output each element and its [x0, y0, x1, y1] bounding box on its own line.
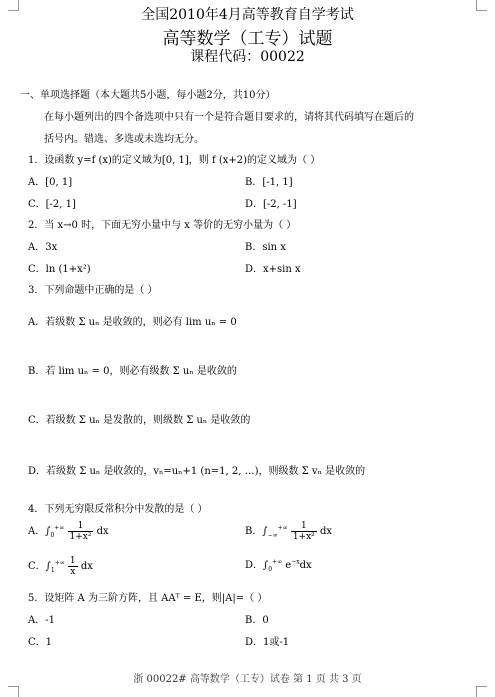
- q2-option-c: C．ln (1+x²): [28, 264, 91, 275]
- q3-option-a: A．若级数 Σ uₙ 是收敛的，则必有 lim uₙ = 0: [28, 317, 237, 328]
- crop-mark: [8, 686, 19, 697]
- q1-option-d: D．[-2, -1]: [245, 199, 297, 210]
- question-4-stem: 4．下列无穷限反常积分中发散的是（ ）: [28, 504, 208, 515]
- q2-option-a: A．3x: [28, 242, 58, 253]
- question-3-stem: 3．下列命题中正确的是（ ）: [28, 285, 158, 296]
- q2-option-b: B．sin x: [245, 242, 286, 253]
- q3-option-b: B．若 lim uₙ = 0，则必有级数 Σ uₙ 是收敛的: [28, 366, 237, 377]
- subject-title: 高等数学（工专）试题: [162, 29, 333, 49]
- section-heading: 一、单项选择题（本大题共5小题，每小题2分，共10分）: [20, 90, 276, 101]
- q4-option-a: A．$\int_0^{+\infty}$ $\frac{1}{\text{1+x²}}$ dx: [28, 521, 109, 542]
- course-code: 课程代码：00022: [190, 49, 305, 65]
- page-footer: 浙 00022# 高等数学（工专）试卷 第 1 页 共 3 页: [133, 674, 362, 685]
- question-5-stem: 5．设矩阵 A 为三阶方阵，且 AAᵀ = E，则|A|=（ ）: [28, 593, 268, 604]
- q1-option-b: B．[-1, 1]: [245, 177, 293, 188]
- q4-option-b: B．$\int_{-\infty}^{+\infty}$ $\frac{1}{\text{1+x²}}$ dx: [245, 521, 333, 542]
- q4-option-c: C．$\int_1^{+\infty}$ $\frac{1}{x}$ dx: [28, 556, 93, 577]
- q1-option-a: A．[0, 1]: [28, 177, 73, 188]
- q5-option-c: C．1: [28, 637, 53, 648]
- instructions-line-1: 在每小题列出的四个备选项中只有一个是符合题目要求的，请将其代码填写在题后的: [44, 112, 414, 123]
- exam-title: 全国2010年4月高等教育自学考试: [141, 7, 354, 23]
- q2-option-d: D．x+sin x: [245, 264, 301, 275]
- q3-option-c: C．若级数 Σ uₙ 是发散的，则级数 Σ uₙ 是收敛的: [28, 415, 251, 426]
- q5-option-b: B．0: [245, 615, 269, 626]
- crop-mark: [476, 686, 487, 697]
- instructions-line-2: 括号内。错选、多选或未选均无分。: [44, 134, 204, 145]
- question-2-stem: 2．当 x→0 时，下面无穷小量中与 x 等价的无穷小量为（ ）: [28, 220, 297, 231]
- q5-option-a: A．-1: [28, 615, 55, 626]
- q1-option-c: C．[-2, 1]: [28, 199, 76, 210]
- question-1-stem: 1．设函数 y=f (x)的定义域为[0, 1]，则 f (x+2)的定义域为（ ）: [28, 155, 321, 166]
- q4-option-d: D．$\int_0^{+\infty}$ $e^{-x}dx$: [245, 558, 312, 573]
- q5-option-d: D．1或-1: [245, 637, 290, 648]
- q3-option-d: D．若级数 Σ uₙ 是收敛的，vₙ=uₙ+1 (n=1, 2, …)，则级数 Σ vₙ 是收敛的: [28, 466, 366, 477]
